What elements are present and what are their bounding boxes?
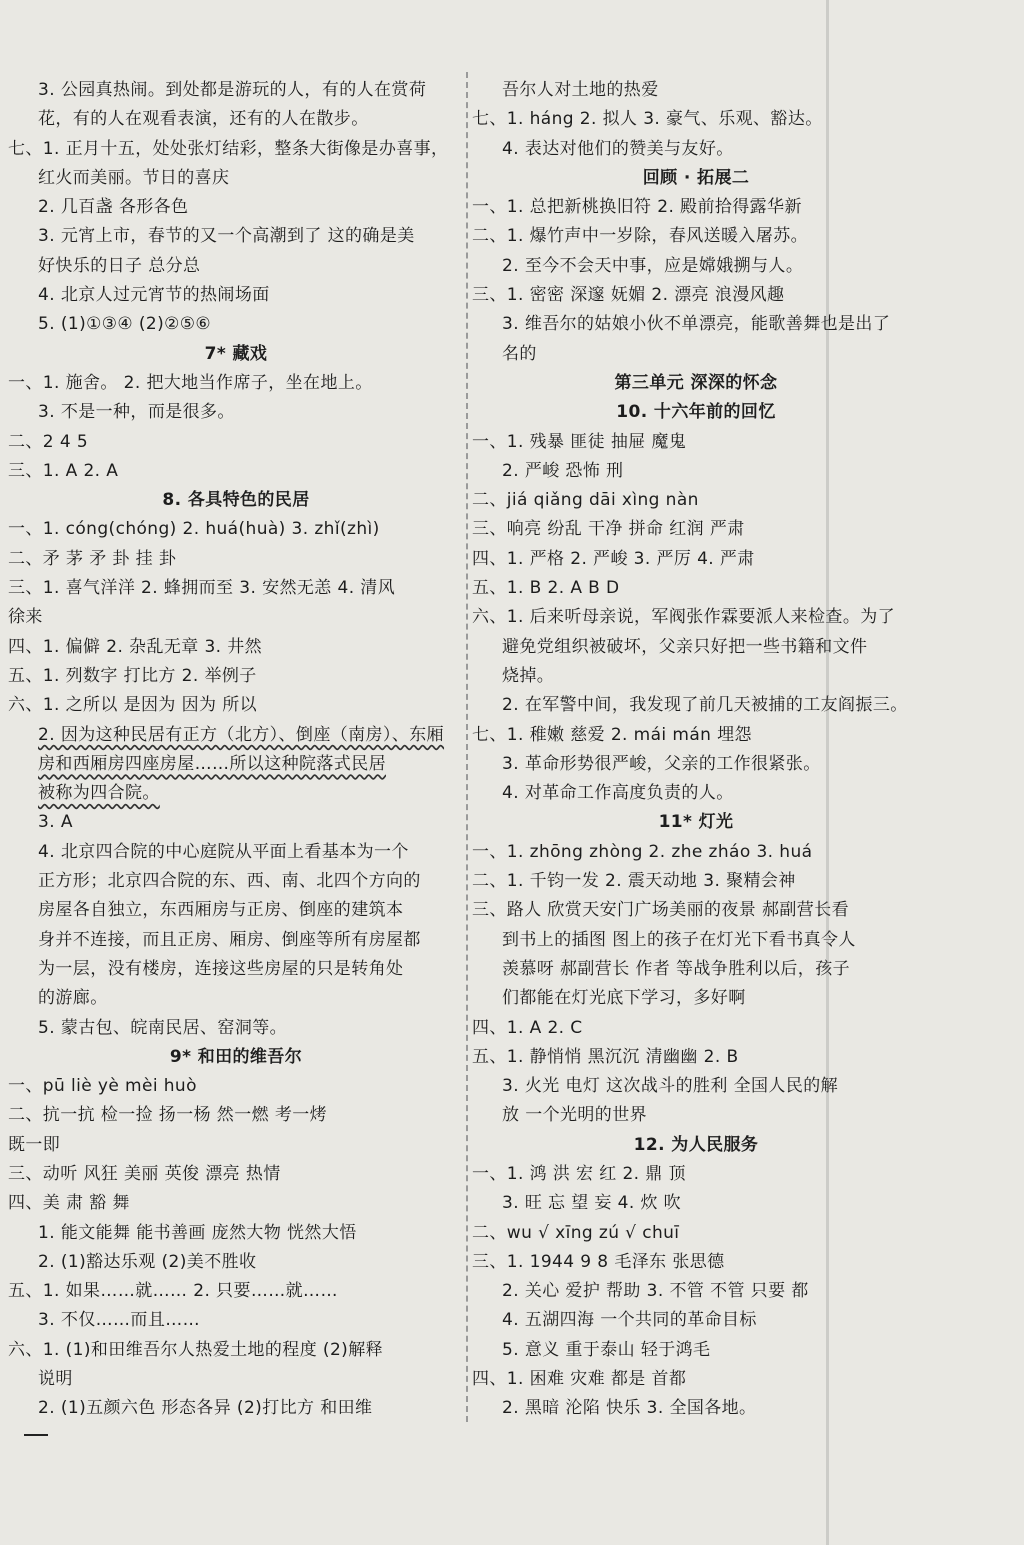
line-text: 七、1. 稚嫩 慈爱 2. mái mán 埋怨 bbox=[472, 724, 752, 745]
line-text: 四、1. 严格 2. 严峻 3. 严厉 4. 严肃 bbox=[472, 548, 755, 569]
answer-line bbox=[8, 1248, 464, 1277]
line-text: 3. 旺 忘 望 妄 4. 炊 吹 bbox=[502, 1193, 682, 1214]
answer-line bbox=[8, 1072, 464, 1101]
line-text: 三、1. 密密 深邃 妩媚 2. 漂亮 浪漫风趣 bbox=[472, 285, 785, 306]
answer-line bbox=[8, 603, 464, 632]
line-text: 10. 十六年前的回忆 bbox=[616, 402, 776, 423]
line-text: 五、1. B 2. A B D bbox=[472, 578, 620, 599]
section-heading bbox=[8, 486, 464, 515]
line-text: 五、1. 如果……就…… 2. 只要……就…… bbox=[8, 1281, 338, 1302]
answer-line bbox=[8, 984, 464, 1013]
answer-line bbox=[8, 574, 464, 603]
answer-line bbox=[472, 750, 920, 779]
answer-line bbox=[8, 222, 464, 251]
line-text: 二、1. 爆竹声中一岁除，春风送暖入屠苏。 bbox=[472, 226, 809, 247]
line-text: 3. 维吾尔的姑娘小伙不单漂亮，能歌善舞也是出了 bbox=[502, 314, 891, 335]
answer-line bbox=[8, 1306, 464, 1335]
line-text: 徐来 bbox=[8, 607, 43, 628]
line-text: 2. 至今不会天中事，应是嫦娥搠与人。 bbox=[502, 255, 804, 276]
line-text: 三、路人 欣赏天安门广场美丽的夜景 郝副营长看 bbox=[472, 900, 850, 921]
answer-line bbox=[8, 691, 464, 720]
line-text: 好快乐的日子 总分总 bbox=[38, 255, 201, 276]
answer-line bbox=[8, 867, 464, 896]
line-text: 8. 各具特色的民居 bbox=[162, 490, 310, 511]
answer-line bbox=[472, 662, 920, 691]
line-text: 3. 火光 电灯 这次战斗的胜利 全国人民的解 bbox=[502, 1076, 839, 1097]
answer-line bbox=[8, 545, 464, 574]
line-text: 5. (1)①③④ (2)②⑤⑥ bbox=[38, 314, 212, 335]
line-text: 一、1. 总把新桃换旧符 2. 殿前拾得露华新 bbox=[472, 197, 802, 218]
answer-line bbox=[472, 633, 920, 662]
line-text: 2. 关心 爱护 帮助 3. 不管 不管 只要 都 bbox=[502, 1281, 809, 1302]
section-heading bbox=[8, 340, 464, 369]
answer-line bbox=[472, 1336, 920, 1365]
answer-line bbox=[8, 105, 464, 134]
line-text: 们都能在灯光底下学习，多好啊 bbox=[502, 988, 746, 1009]
answer-line bbox=[8, 76, 464, 105]
line-text: 2. 严峻 恐怖 刑 bbox=[502, 460, 624, 481]
line-text: 六、1. (1)和田维吾尔人热爱土地的程度 (2)解释 bbox=[8, 1339, 383, 1360]
line-text: 9* 和田的维吾尔 bbox=[169, 1046, 303, 1067]
line-text: 二、2 4 5 bbox=[8, 431, 89, 452]
answer-line bbox=[472, 691, 920, 720]
answer-line bbox=[8, 1131, 464, 1160]
answer-line bbox=[472, 193, 920, 222]
answer-line bbox=[472, 1365, 920, 1394]
answer-line bbox=[472, 955, 920, 984]
section-heading bbox=[8, 1043, 464, 1072]
line-text: 烧掉。 bbox=[502, 665, 555, 686]
answer-line bbox=[8, 926, 464, 955]
line-text: 七、1. 正月十五，处处张灯结彩，整条大街像是办喜事， bbox=[8, 138, 449, 159]
answer-line bbox=[472, 779, 920, 808]
line-text: 一、1. cóng(chóng) 2. huá(huà) 3. zhǐ(zhì) bbox=[8, 519, 380, 540]
answer-line bbox=[472, 428, 920, 457]
answer-line bbox=[8, 1365, 464, 1394]
answer-line bbox=[8, 808, 464, 837]
answer-line bbox=[8, 281, 464, 310]
answer-line bbox=[8, 721, 464, 750]
line-text: 3. 公园真热闹。到处都是游玩的人，有的人在赏荷 bbox=[38, 80, 427, 100]
left-column bbox=[8, 76, 464, 1424]
answer-line bbox=[8, 1160, 464, 1189]
line-text: 1. 能文能舞 能书善画 庞然大物 恍然大悟 bbox=[38, 1222, 357, 1243]
line-text: 正方形；北京四合院的东、西、南、北四个方向的 bbox=[38, 871, 421, 892]
answer-line bbox=[8, 369, 464, 398]
line-text: 三、1. A 2. A bbox=[8, 460, 119, 481]
line-text: 四、1. 偏僻 2. 杂乱无章 3. 井然 bbox=[8, 636, 263, 657]
line-text: 11* 灯光 bbox=[658, 812, 734, 833]
answer-line bbox=[472, 1101, 920, 1130]
answer-line bbox=[8, 1101, 464, 1130]
answer-line bbox=[472, 135, 920, 164]
answer-line bbox=[472, 1219, 920, 1248]
section-heading bbox=[472, 398, 920, 427]
right-column bbox=[472, 76, 920, 1424]
answer-line bbox=[472, 896, 920, 925]
answer-line bbox=[8, 1394, 464, 1423]
answer-line bbox=[472, 105, 920, 134]
answer-line bbox=[472, 340, 920, 369]
line-text: 二、1. 千钧一发 2. 震天动地 3. 聚精会神 bbox=[472, 871, 796, 892]
answer-line bbox=[472, 867, 920, 896]
line-text: 7* 藏戏 bbox=[204, 343, 268, 364]
line-text: 4. 表达对他们的赞美与友好。 bbox=[502, 138, 734, 159]
line-text: 身并不连接，而且正房、厢房、倒座等所有房屋都 bbox=[38, 929, 421, 950]
line-text: 3. 革命形势很严峻，父亲的工作很紧张。 bbox=[502, 753, 821, 774]
line-text: 的游廊。 bbox=[38, 988, 108, 1009]
line-text: 二、抗一抗 检一捡 扬一杨 然一燃 考一烤 bbox=[8, 1105, 328, 1126]
line-text: 被称为四合院。 bbox=[38, 783, 160, 804]
line-text: 说明 bbox=[38, 1369, 73, 1390]
line-text: 三、响亮 纷乱 干净 拼命 红润 严肃 bbox=[472, 519, 745, 540]
answer-line bbox=[8, 1014, 464, 1043]
line-text: 5. 蒙古包、皖南民居、窑洞等。 bbox=[38, 1017, 288, 1038]
line-text: 三、1. 喜气洋洋 2. 蜂拥而至 3. 安然无恙 4. 清风 bbox=[8, 578, 396, 599]
answer-line bbox=[8, 515, 464, 544]
answer-line bbox=[8, 896, 464, 925]
answer-line bbox=[8, 779, 464, 808]
answer-line bbox=[472, 1277, 920, 1306]
line-text: 2. 几百盏 各形各色 bbox=[38, 197, 189, 218]
answer-line bbox=[472, 1394, 920, 1423]
answer-line bbox=[8, 428, 464, 457]
line-text: 二、wu √ xīng zú √ chuī bbox=[472, 1222, 680, 1243]
answer-line bbox=[472, 984, 920, 1013]
line-text: 到书上的插图 图上的孩子在灯光下看书真令人 bbox=[502, 929, 856, 950]
line-text: 4. 北京人过元宵节的热闹场面 bbox=[38, 285, 270, 306]
line-text: 七、1. háng 2. 拟人 3. 豪气、乐观、豁达。 bbox=[472, 109, 823, 130]
answer-line bbox=[472, 1160, 920, 1189]
line-text: 既一即 bbox=[8, 1134, 61, 1155]
line-text: 吾尔人对土地的热爱 bbox=[502, 80, 659, 100]
answer-line bbox=[8, 1336, 464, 1365]
answer-line bbox=[472, 486, 920, 515]
line-text: 4. 北京四合院的中心庭院从平面上看基本为一个 bbox=[38, 841, 409, 862]
line-text: 放 一个光明的世界 bbox=[502, 1105, 648, 1126]
line-text: 2. 因为这种民居有正方（北方）、倒座（南房）、东厢 bbox=[38, 724, 445, 745]
line-text: 花，有的人在观看表演，还有的人在散步。 bbox=[38, 109, 369, 130]
line-text: 12. 为人民服务 bbox=[633, 1134, 759, 1155]
line-text: 二、矛 茅 矛 卦 挂 卦 bbox=[8, 548, 177, 569]
answer-line bbox=[8, 662, 464, 691]
line-text: 3. 元宵上市，春节的又一个高潮到了 这的确是美 bbox=[38, 226, 415, 247]
answer-line bbox=[472, 1189, 920, 1218]
line-text: 第三单元 深深的怀念 bbox=[614, 372, 778, 393]
line-text: 六、1. 后来听母亲说，军阀张作霖要派人来检查。为了 bbox=[472, 607, 896, 628]
answer-line bbox=[8, 838, 464, 867]
answer-line bbox=[8, 1219, 464, 1248]
line-text: 四、美 肃 豁 舞 bbox=[8, 1193, 130, 1214]
answer-line bbox=[8, 1277, 464, 1306]
answer-line bbox=[472, 1043, 920, 1072]
line-text: 3. 不仅……而且…… bbox=[38, 1310, 201, 1331]
answer-line bbox=[472, 926, 920, 955]
answer-line bbox=[8, 252, 464, 281]
line-text: 2. (1)五颜六色 形态各异 (2)打比方 和田维 bbox=[38, 1398, 373, 1419]
answer-line bbox=[472, 1072, 920, 1101]
answer-line bbox=[472, 545, 920, 574]
answer-line bbox=[8, 164, 464, 193]
answer-line bbox=[472, 838, 920, 867]
line-text: 3. 不是一种，而是很多。 bbox=[38, 402, 235, 423]
answer-line bbox=[8, 633, 464, 662]
answer-line bbox=[472, 721, 920, 750]
line-text: 4. 对革命工作高度负责的人。 bbox=[502, 783, 734, 804]
section-heading bbox=[472, 369, 920, 398]
line-text: 房屋各自独立，东西厢房与正房、倒座的建筑本 bbox=[38, 900, 404, 921]
answer-line bbox=[8, 1189, 464, 1218]
answer-line bbox=[472, 252, 920, 281]
line-text: 4. 五湖四海 一个共同的革命目标 bbox=[502, 1310, 757, 1331]
answer-line bbox=[472, 222, 920, 251]
line-text: 2. 在军警中间，我发现了前几天被捕的工友阎振三。 bbox=[502, 695, 908, 716]
answer-line bbox=[472, 281, 920, 310]
answer-line bbox=[8, 457, 464, 486]
answer-line bbox=[472, 310, 920, 339]
line-text: 2. (1)豁达乐观 (2)美不胜收 bbox=[38, 1251, 257, 1272]
answer-line bbox=[472, 574, 920, 603]
column-divider bbox=[466, 72, 468, 1422]
answer-line bbox=[8, 750, 464, 779]
page-number-rule bbox=[24, 1434, 48, 1436]
line-text: 红火而美丽。节日的喜庆 bbox=[38, 167, 230, 188]
line-text: 2. 黑暗 沦陷 快乐 3. 全国各地。 bbox=[502, 1398, 757, 1419]
answer-line bbox=[472, 1248, 920, 1277]
answer-line bbox=[8, 310, 464, 339]
line-text: 回顾 · 拓展二 bbox=[642, 167, 750, 188]
line-text: 四、1. A 2. C bbox=[472, 1017, 583, 1038]
line-text: 一、1. 鸿 洪 宏 红 2. 鼎 顶 bbox=[472, 1163, 686, 1184]
line-text: 一、pū liè yè mèi huò bbox=[8, 1076, 197, 1097]
answer-line bbox=[472, 603, 920, 632]
line-text: 一、1. 残暴 匪徒 抽屉 魔鬼 bbox=[472, 431, 687, 452]
line-text: 5. 意义 重于泰山 轻于鸿毛 bbox=[502, 1339, 711, 1360]
answer-line bbox=[8, 398, 464, 427]
page-fold-line bbox=[826, 0, 829, 1545]
answer-line bbox=[472, 1306, 920, 1335]
line-text: 避免党组织被破坏，父亲只好把一些书籍和文件 bbox=[502, 636, 868, 657]
line-text: 一、1. 施舍。 2. 把大地当作席子，坐在地上。 bbox=[8, 372, 373, 393]
line-text: 六、1. 之所以 是因为 因为 所以 bbox=[8, 695, 258, 716]
line-text: 五、1. 静悄悄 黑沉沉 清幽幽 2. B bbox=[472, 1046, 739, 1067]
line-text: 二、jiá qiǎng dāi xìng nàn bbox=[472, 490, 699, 511]
line-text: 一、1. zhōng zhòng 2. zhe zháo 3. huá bbox=[472, 841, 813, 862]
line-text: 四、1. 困难 灾难 都是 首都 bbox=[472, 1369, 687, 1390]
line-text: 三、1. 1944 9 8 毛泽东 张思德 bbox=[472, 1251, 725, 1272]
line-text: 名的 bbox=[502, 343, 537, 364]
line-text: 房和西厢房四座房屋……所以这种院落式民居 bbox=[38, 753, 386, 774]
line-text: 为一层，没有楼房，连接这些房屋的只是转角处 bbox=[38, 958, 404, 979]
answer-line bbox=[472, 76, 920, 105]
line-text: 3. A bbox=[38, 812, 73, 833]
line-text: 五、1. 列数字 打比方 2. 举例子 bbox=[8, 665, 257, 686]
answer-line bbox=[472, 1014, 920, 1043]
answer-line bbox=[472, 515, 920, 544]
section-heading bbox=[472, 808, 920, 837]
line-text: 三、动听 风狂 美丽 英俊 漂亮 热情 bbox=[8, 1163, 281, 1184]
answer-line bbox=[8, 135, 464, 164]
answer-line bbox=[8, 193, 464, 222]
answer-line bbox=[472, 457, 920, 486]
section-heading bbox=[472, 1131, 920, 1160]
section-heading bbox=[472, 164, 920, 193]
answer-line bbox=[8, 955, 464, 984]
line-text: 羡慕呀 郝副营长 作者 等战争胜利以后，孩子 bbox=[502, 958, 851, 979]
